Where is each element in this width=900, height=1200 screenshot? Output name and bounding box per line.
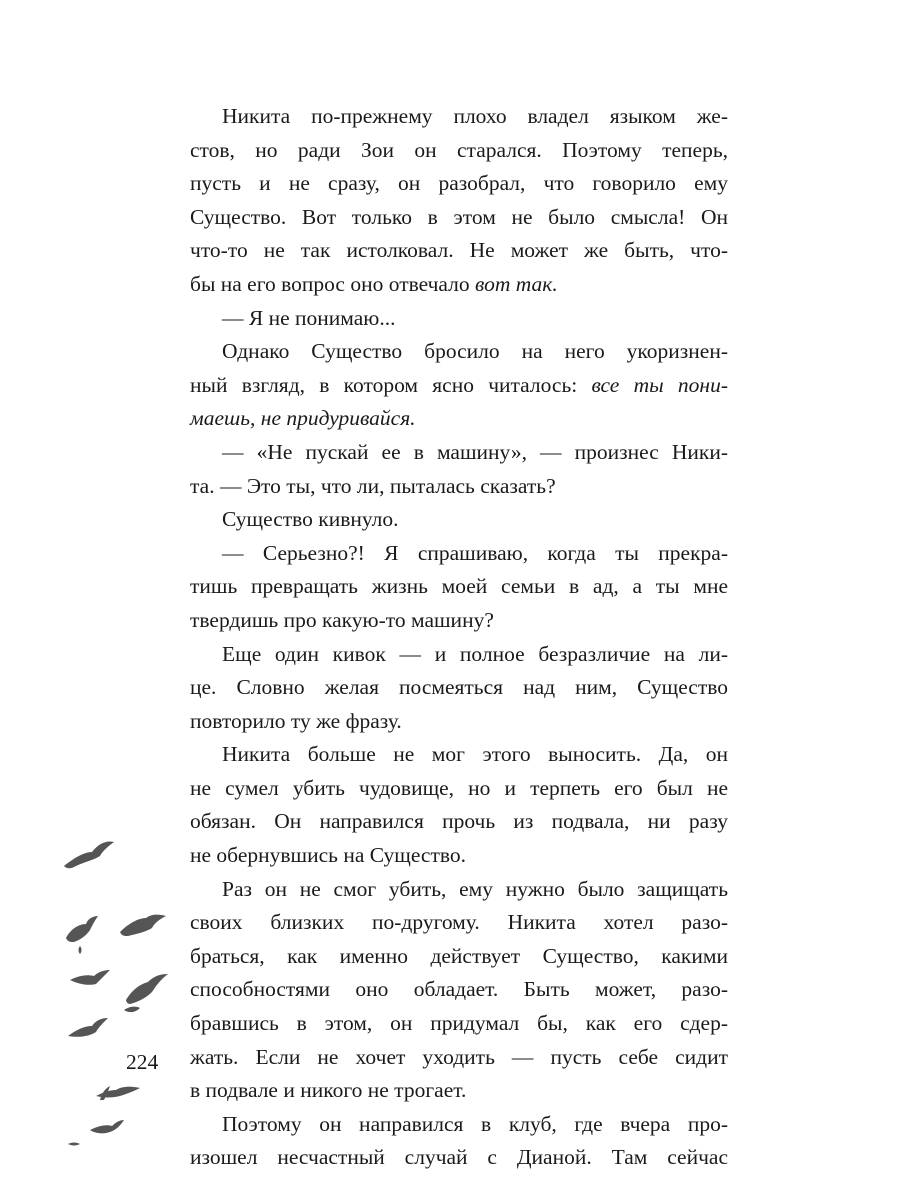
text-line: обязан. Он направился прочь из подвала, ни разу bbox=[190, 809, 728, 834]
text-line: Существо кивнуло. bbox=[222, 507, 399, 532]
text-line: — Я не понимаю... bbox=[222, 305, 396, 330]
text-line: — Серьезно?! Я спрашиваю, когда ты прекра- bbox=[222, 540, 728, 565]
text-line: бравшись в этом, он придумал бы, как его сдер- bbox=[190, 1011, 728, 1036]
text-line: способностями оно обладает. Быть может, разо- bbox=[190, 977, 728, 1002]
text-line: — «Не пускай ее в машину», — произнес Ники- bbox=[222, 439, 728, 464]
text-line: стов, но ради Зои он старался. Поэтому теперь, bbox=[190, 137, 728, 162]
body-text bbox=[190, 100, 728, 1175]
text-line: твердишь про какую-то машину? bbox=[190, 607, 494, 632]
text-line: не сумел убить чудовище, но и терпеть его был не bbox=[190, 775, 728, 800]
text-line: це. Словно желая посмеяться над ним, Существо bbox=[190, 675, 728, 700]
bird-icon bbox=[124, 1007, 140, 1012]
text-line bbox=[190, 369, 728, 403]
bird-icon bbox=[90, 1120, 124, 1133]
text-line: Существо. Вот только в этом не было смысла! Он bbox=[190, 204, 728, 229]
text-line bbox=[190, 402, 728, 436]
text-line: браться, как именно действует Существо, какими bbox=[190, 943, 728, 968]
text-line: Никита больше не мог этого выносить. Да, он bbox=[222, 742, 728, 767]
italic-text: все ты пони- bbox=[591, 372, 729, 397]
text-line: жать. Если не хочет уходить — пусть себе сидит bbox=[190, 1044, 728, 1069]
bird-icon bbox=[68, 1018, 108, 1037]
bird-icon bbox=[79, 946, 82, 954]
bird-icon bbox=[126, 974, 168, 1004]
text-segment: ный взгляд, в котором ясно читалось: bbox=[190, 372, 592, 397]
bird-icon bbox=[64, 841, 114, 868]
text-line bbox=[190, 268, 728, 302]
text-line: Никита по-прежнему плохо владел языком же- bbox=[222, 104, 728, 128]
bird-icon bbox=[66, 916, 98, 942]
text-line: пусть и не сразу, он разобрал, что говорило ему bbox=[190, 171, 728, 196]
text-line: что-то не так истолковал. Не может же быть, что- bbox=[190, 238, 728, 263]
page-number: 224 bbox=[126, 1050, 159, 1074]
text-line: повторило ту же фразу. bbox=[190, 708, 402, 733]
text-line: не обернувшись на Существо. bbox=[190, 843, 466, 868]
text-line: Раз он не смог убить, ему нужно было защищать bbox=[222, 876, 728, 901]
bird-icon bbox=[68, 1143, 80, 1146]
italic-text: маешь, не придуривайся. bbox=[190, 406, 416, 431]
text-line: изошел несчастный случай с Дианой. Там сейчас bbox=[190, 1145, 728, 1170]
text-line: Однако Существо бросило на него укоризнен- bbox=[222, 339, 728, 364]
text-line: в подвале и никого не трогает. bbox=[190, 1078, 467, 1103]
text-line: Поэтому он направился в клуб, где вчера про- bbox=[222, 1111, 728, 1136]
text-line: Еще один кивок — и полное безразличие на ли- bbox=[222, 641, 728, 666]
text-line: тишь превращать жизнь моей семьи в ад, а ты мне bbox=[190, 574, 728, 599]
text-segment: бы на его вопрос оно отвечало bbox=[190, 271, 476, 296]
flying-birds-icon bbox=[60, 830, 180, 1160]
text-line: своих близких по-другому. Никита хотел разо- bbox=[190, 910, 728, 935]
text-line: та. — Это ты, что ли, пыталась сказать? bbox=[190, 473, 556, 498]
bird-icon bbox=[70, 970, 110, 985]
bird-icon bbox=[120, 915, 166, 936]
italic-text: вот так. bbox=[475, 271, 558, 296]
